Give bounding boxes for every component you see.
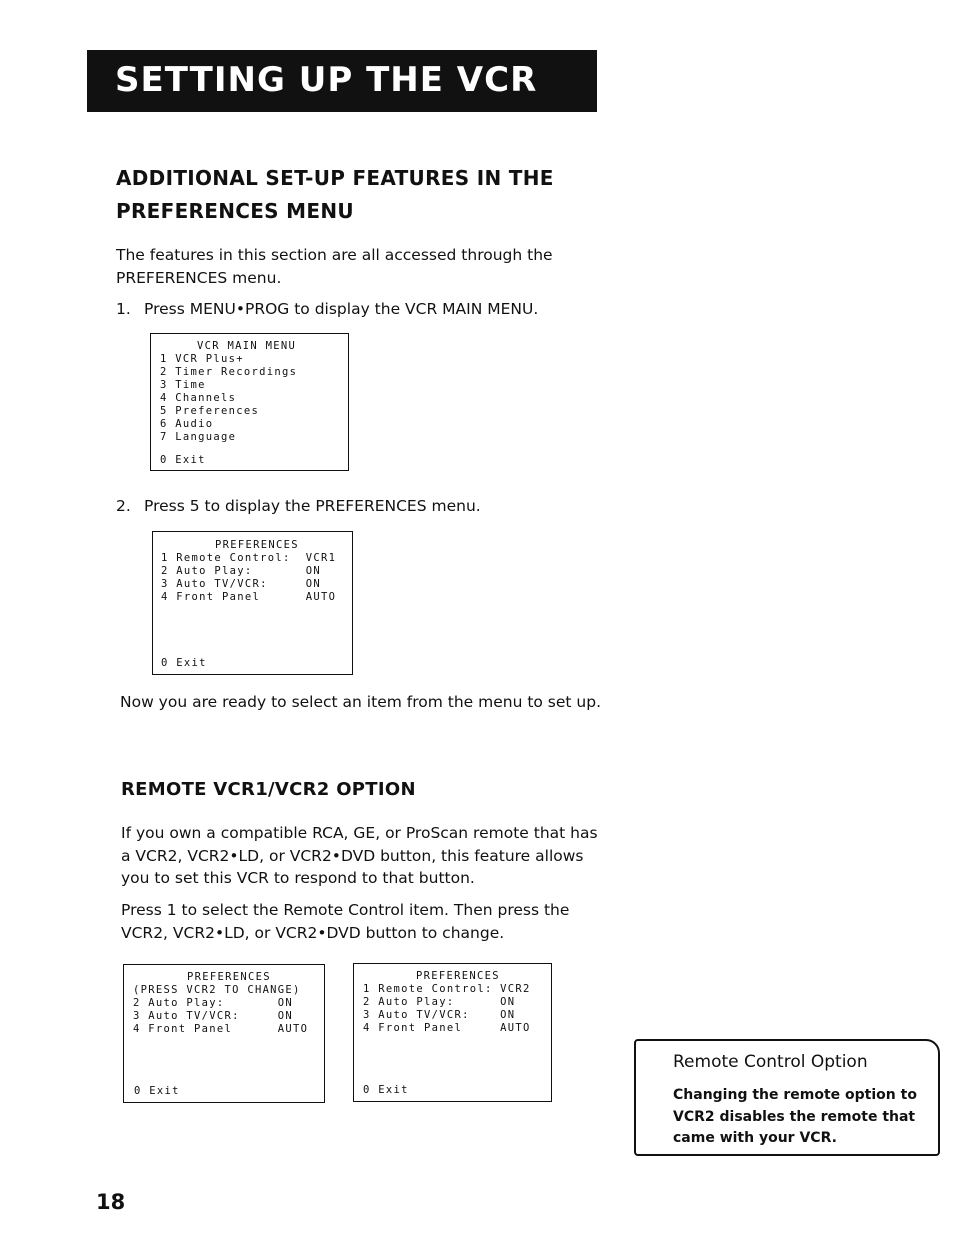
screen-title: PREFERENCES <box>187 971 271 983</box>
menu-items <box>133 984 308 1036</box>
menu-item: 2 Auto Play: ON <box>363 996 516 1008</box>
intro-line: The features in this section are all accessed through the <box>116 246 553 264</box>
callout-line: Changing the remote option to <box>673 1087 917 1103</box>
paragraph-line: a VCR2, VCR2•LD, or VCR2•DVD button, this feature allows <box>121 846 584 865</box>
menu-item: 4 Front Panel AUTO <box>133 1023 309 1035</box>
callout-line: VCR2 disables the remote that <box>673 1108 916 1125</box>
menu-item: (PRESS VCR2 TO CHANGE) <box>133 984 301 996</box>
screen-title: PREFERENCES <box>416 970 500 982</box>
menu-exit-item: 0 Exit <box>363 1084 409 1096</box>
paragraph-line: VCR2, VCR2•LD, or VCR2•DVD button to change. <box>121 923 505 942</box>
menu-item: 6 Audio <box>160 418 214 430</box>
menu-exit-item: 0 Exit <box>160 454 206 466</box>
menu-item: 3 Auto TV/VCR: ON <box>133 1010 294 1022</box>
menu-item: 1 VCR Plus+ <box>160 353 244 365</box>
menu-item: 2 Timer Recordings <box>160 366 298 378</box>
callout-body <box>673 1085 917 1150</box>
step-number: 2. <box>116 497 131 515</box>
screen-title: PREFERENCES <box>215 539 299 551</box>
section-heading-line2: PREFERENCES MENU <box>116 199 354 223</box>
menu-item: 1 Remote Control: VCR2 <box>363 983 531 995</box>
section-banner <box>87 50 597 112</box>
menu-item: 2 Auto Play: ON <box>161 565 322 577</box>
paragraph-line: If you own a compatible RCA, GE, or ProScan remote that has <box>121 824 598 842</box>
callout-line: came with your VCR. <box>673 1130 837 1146</box>
remote-control-callout <box>634 1039 940 1156</box>
menu-items <box>161 552 336 604</box>
intro-paragraph <box>116 244 553 290</box>
paragraph-line: Press 1 to select the Remote Control item. Then press the <box>121 901 570 919</box>
menu-item: 5 Preferences <box>160 405 260 417</box>
menu-items <box>160 353 297 444</box>
preferences-menu-screen <box>152 531 353 675</box>
menu-exit-item: 0 Exit <box>161 657 207 669</box>
menu-item: 3 Auto TV/VCR: ON <box>363 1009 516 1021</box>
menu-item: 4 Front Panel AUTO <box>161 591 337 603</box>
menu-item: 1 Remote Control: VCR1 <box>161 552 337 564</box>
step-text: Press MENU•PROG to display the VCR MAIN MENU. <box>144 300 539 318</box>
menu-item: 3 Time <box>160 379 206 391</box>
step-2 <box>116 497 481 515</box>
callout-title: Remote Control Option <box>673 1052 868 1072</box>
ready-sentence: Now you are ready to select an item from the menu to set up. <box>120 693 602 711</box>
menu-exit-item: 0 Exit <box>134 1085 180 1097</box>
remote-option-instructions <box>121 899 569 944</box>
remote-option-paragraph <box>121 822 598 890</box>
preferences-change-screen <box>123 964 325 1103</box>
section-heading-line1: ADDITIONAL SET-UP FEATURES IN THE <box>116 166 554 190</box>
banner-title: SETTING UP THE VCR <box>115 60 538 100</box>
screen-title: VCR MAIN MENU <box>197 340 297 352</box>
menu-item: 4 Front Panel AUTO <box>363 1022 531 1034</box>
menu-item: 4 Channels <box>160 392 237 404</box>
remote-option-heading: REMOTE VCR1/VCR2 OPTION <box>121 779 416 800</box>
menu-item: 3 Auto TV/VCR: ON <box>161 578 322 590</box>
preferences-vcr2-screen <box>353 963 552 1102</box>
paragraph-line: you to set this VCR to respond to that button. <box>121 869 475 887</box>
page-number: 18 <box>96 1190 126 1214</box>
step-text: Press 5 to display the PREFERENCES menu. <box>144 497 481 515</box>
step-1 <box>116 300 538 318</box>
intro-line: PREFERENCES menu. <box>116 269 282 287</box>
menu-item: 2 Auto Play: ON <box>133 997 294 1009</box>
menu-item: 7 Language <box>160 431 237 443</box>
step-number: 1. <box>116 300 131 318</box>
menu-items <box>363 983 531 1035</box>
vcr-main-menu-screen <box>150 333 349 471</box>
